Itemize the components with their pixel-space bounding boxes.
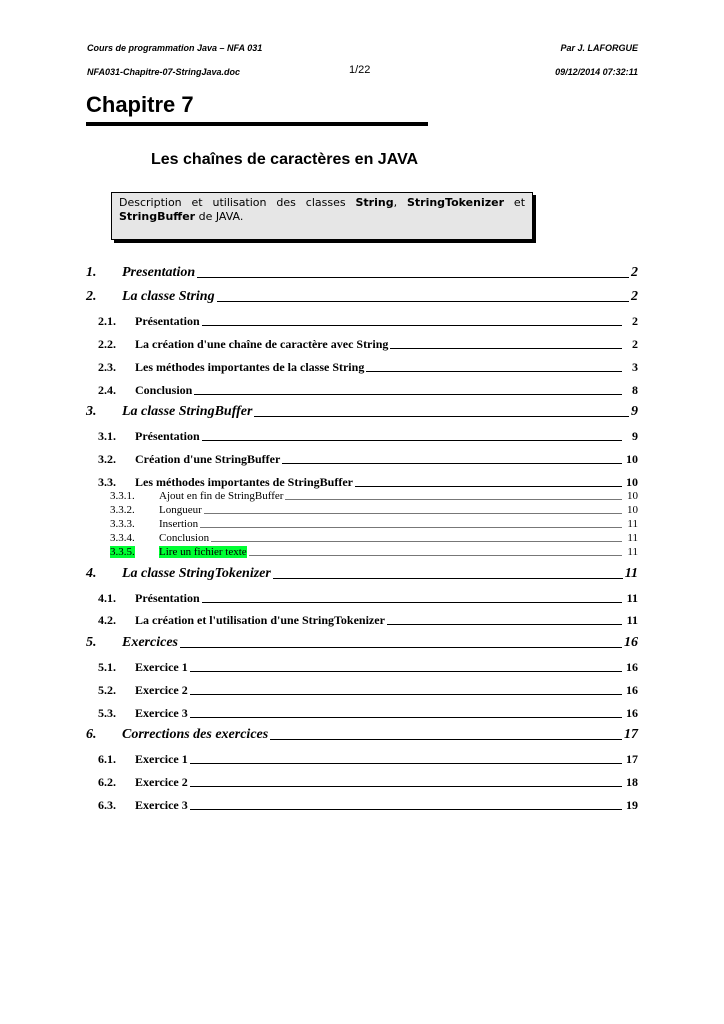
document-subtitle: Les chaînes de caractères en JAVA xyxy=(151,151,419,168)
toc-title: Insertion xyxy=(159,518,199,530)
toc-title: Conclusion xyxy=(135,383,193,397)
toc-page: 17 xyxy=(624,727,638,742)
toc-entry-6[interactable] xyxy=(86,725,638,743)
toc-entry-2[interactable] xyxy=(86,287,638,305)
toc-leader xyxy=(190,694,622,695)
toc-entry-4-1[interactable] xyxy=(86,588,638,606)
toc-title: Les méthodes importantes de la classe String xyxy=(135,360,365,374)
toc-title: Présentation xyxy=(135,591,200,605)
toc-number: 5.2. xyxy=(98,683,116,697)
toc-number xyxy=(86,546,159,558)
toc-number: 6.1. xyxy=(98,752,116,766)
toc-number: 2.4. xyxy=(98,383,116,397)
toc-title: Création d'une StringBuffer xyxy=(135,452,281,466)
chapter-title: Chapitre 7 xyxy=(86,92,194,117)
toc-leader xyxy=(190,671,622,672)
header-author: Par J. LAFORGUE xyxy=(560,43,638,53)
toc-entry-3-2[interactable] xyxy=(86,449,638,467)
toc-number: 2.3. xyxy=(98,360,116,374)
toc-entry-5-2[interactable] xyxy=(86,680,638,698)
toc-title: Exercices xyxy=(122,635,178,650)
toc-title: Présentation xyxy=(135,314,200,328)
toc-entry-5-1[interactable] xyxy=(86,657,638,675)
toc-leader xyxy=(211,541,622,542)
toc-entry-3[interactable] xyxy=(86,402,638,420)
toc-page: 17 xyxy=(626,752,638,766)
toc-page: 10 xyxy=(627,490,638,502)
toc-number: 5.1. xyxy=(98,660,116,674)
description-text: Description et utilisation des classes xyxy=(119,196,356,209)
toc-title: Exercice 2 xyxy=(135,683,188,697)
toc-entry-4-2[interactable] xyxy=(86,610,638,628)
header-page-number: 1/22 xyxy=(349,64,371,76)
toc-number: 6. xyxy=(86,727,97,742)
toc-number: 3. xyxy=(86,404,97,419)
toc-entry-2-3[interactable] xyxy=(86,357,638,375)
toc-leader xyxy=(190,717,622,718)
toc-page: 11 xyxy=(626,591,638,605)
toc-number: 4. xyxy=(86,566,97,581)
toc-page: 10 xyxy=(626,452,638,466)
toc-title: Conclusion xyxy=(159,532,210,544)
toc-page: 16 xyxy=(624,635,638,650)
toc-leader xyxy=(270,739,622,740)
toc-page: 11 xyxy=(626,613,638,627)
toc-number: 6.2. xyxy=(98,775,116,789)
toc-title: Exercice 1 xyxy=(135,660,188,674)
toc-leader xyxy=(190,786,622,787)
toc-page: 11 xyxy=(627,546,638,558)
toc-page: 11 xyxy=(624,566,638,581)
toc-entry-1[interactable] xyxy=(86,263,638,281)
chapter-title-rule xyxy=(86,122,428,126)
toc-number: 5.3. xyxy=(98,706,116,720)
toc-number: 3.3.2. xyxy=(110,504,135,516)
toc-title: Présentation xyxy=(135,429,200,443)
toc-page: 2 xyxy=(631,265,638,280)
toc-leader xyxy=(180,647,622,648)
toc-page: 9 xyxy=(631,404,638,419)
toc-entry-6-1[interactable] xyxy=(86,749,638,767)
toc-leader xyxy=(190,809,622,810)
toc-number: 6.3. xyxy=(98,798,116,812)
header-date: 09/12/2014 07:32:11 xyxy=(555,67,638,77)
toc-leader xyxy=(202,602,622,603)
toc-number: 3.1. xyxy=(98,429,116,443)
toc-number: 5. xyxy=(86,635,97,650)
toc-title: Exercice 1 xyxy=(135,752,188,766)
toc-entry-3-3-2[interactable] xyxy=(86,502,638,516)
toc-entry-5-3[interactable] xyxy=(86,703,638,721)
toc-number: 3.3.1. xyxy=(110,490,135,502)
toc-leader xyxy=(200,527,622,528)
toc-title: Presentation xyxy=(122,265,196,280)
toc-entry-5[interactable] xyxy=(86,633,638,651)
toc-page: 16 xyxy=(626,660,638,674)
toc-leader xyxy=(194,394,622,395)
toc-number: 4.2. xyxy=(98,613,116,627)
description-text: de JAVA. xyxy=(195,210,244,223)
toc-leader xyxy=(285,499,622,500)
toc-entry-2-1[interactable] xyxy=(86,311,638,329)
toc-entry-3-3-4[interactable] xyxy=(86,530,638,544)
toc-leader xyxy=(202,325,622,326)
toc-number: 3.3.4. xyxy=(110,532,135,544)
toc-page: 3 xyxy=(632,360,638,374)
toc-leader xyxy=(254,416,629,417)
description-text: et xyxy=(504,196,526,209)
toc-page: 10 xyxy=(627,504,638,516)
toc-title: La création d'une chaîne de caractère avec String xyxy=(135,337,389,351)
toc-title: Longueur xyxy=(159,504,202,516)
toc-number: 2.2. xyxy=(98,337,116,351)
toc-page: 16 xyxy=(626,683,638,697)
toc-leader xyxy=(282,463,622,464)
toc-leader xyxy=(390,348,622,349)
toc-page: 18 xyxy=(626,775,638,789)
toc-entry-3-3-1[interactable] xyxy=(86,488,638,502)
toc-entry-4[interactable] xyxy=(86,564,638,582)
toc-title: Les méthodes importantes de StringBuffer xyxy=(135,475,353,489)
toc-title: La classe StringTokenizer xyxy=(122,566,271,581)
toc-title: La classe String xyxy=(122,289,215,304)
toc-number: 4.1. xyxy=(98,591,116,605)
toc-page: 10 xyxy=(626,475,638,489)
toc-leader xyxy=(387,624,622,625)
toc-page: 2 xyxy=(631,289,638,304)
toc-leader xyxy=(217,301,629,302)
description-text: , xyxy=(393,196,407,209)
toc-entry-2-4[interactable] xyxy=(86,380,638,398)
code-string: String xyxy=(355,196,394,209)
toc-page: 9 xyxy=(632,429,638,443)
toc-number: 3.3.3. xyxy=(110,518,135,530)
toc-number: 1. xyxy=(86,265,97,280)
header-filename: NFA031-Chapitre-07-StringJava.doc xyxy=(87,67,241,77)
toc-leader xyxy=(204,513,622,514)
toc-title: La classe StringBuffer xyxy=(122,404,253,419)
toc-title: La création et l'utilisation d'une StringTokenizer xyxy=(135,613,385,627)
toc-number: 2.1. xyxy=(98,314,116,328)
toc-title: Exercice 3 xyxy=(135,706,188,720)
toc-page: 16 xyxy=(626,706,638,720)
toc-page: 2 xyxy=(632,337,638,351)
toc-title: Lire un fichier texte xyxy=(159,546,247,558)
toc-entry-2-2[interactable] xyxy=(86,334,638,352)
toc-leader xyxy=(366,371,622,372)
toc-number: 2. xyxy=(86,289,97,304)
toc-title: Exercice 3 xyxy=(135,798,188,812)
toc-leader xyxy=(202,440,622,441)
description-box xyxy=(111,192,533,240)
toc-page: 11 xyxy=(627,532,638,544)
toc-number: 3.3. xyxy=(98,475,116,489)
code-stringtokenizer: StringTokenizer xyxy=(406,196,505,209)
toc-entry-6-3[interactable] xyxy=(86,795,638,813)
toc-page: 8 xyxy=(632,383,638,397)
toc-page: 11 xyxy=(627,518,638,530)
toc-leader xyxy=(273,578,623,579)
toc-number-highlight: 3.3.5. xyxy=(110,546,135,558)
toc-leader xyxy=(197,277,629,278)
toc-entry-3-3-5[interactable] xyxy=(86,544,638,558)
toc-page: 19 xyxy=(626,798,638,812)
header-course: Cours de programmation Java – NFA 031 xyxy=(87,43,263,53)
toc-leader xyxy=(355,486,622,487)
toc-number: 3.2. xyxy=(98,452,116,466)
toc-title: Corrections des exercices xyxy=(122,727,269,742)
toc-entry-3-3-3[interactable] xyxy=(86,516,638,530)
toc-entry-6-2[interactable] xyxy=(86,772,638,790)
toc-title: Ajout en fin de StringBuffer xyxy=(159,490,284,502)
toc-entry-3-1[interactable] xyxy=(86,426,638,444)
toc-page: 2 xyxy=(632,314,638,328)
toc-title: Exercice 2 xyxy=(135,775,188,789)
toc-leader xyxy=(190,763,622,764)
toc-leader xyxy=(249,555,622,556)
code-stringbuffer: StringBuffer xyxy=(119,210,196,223)
